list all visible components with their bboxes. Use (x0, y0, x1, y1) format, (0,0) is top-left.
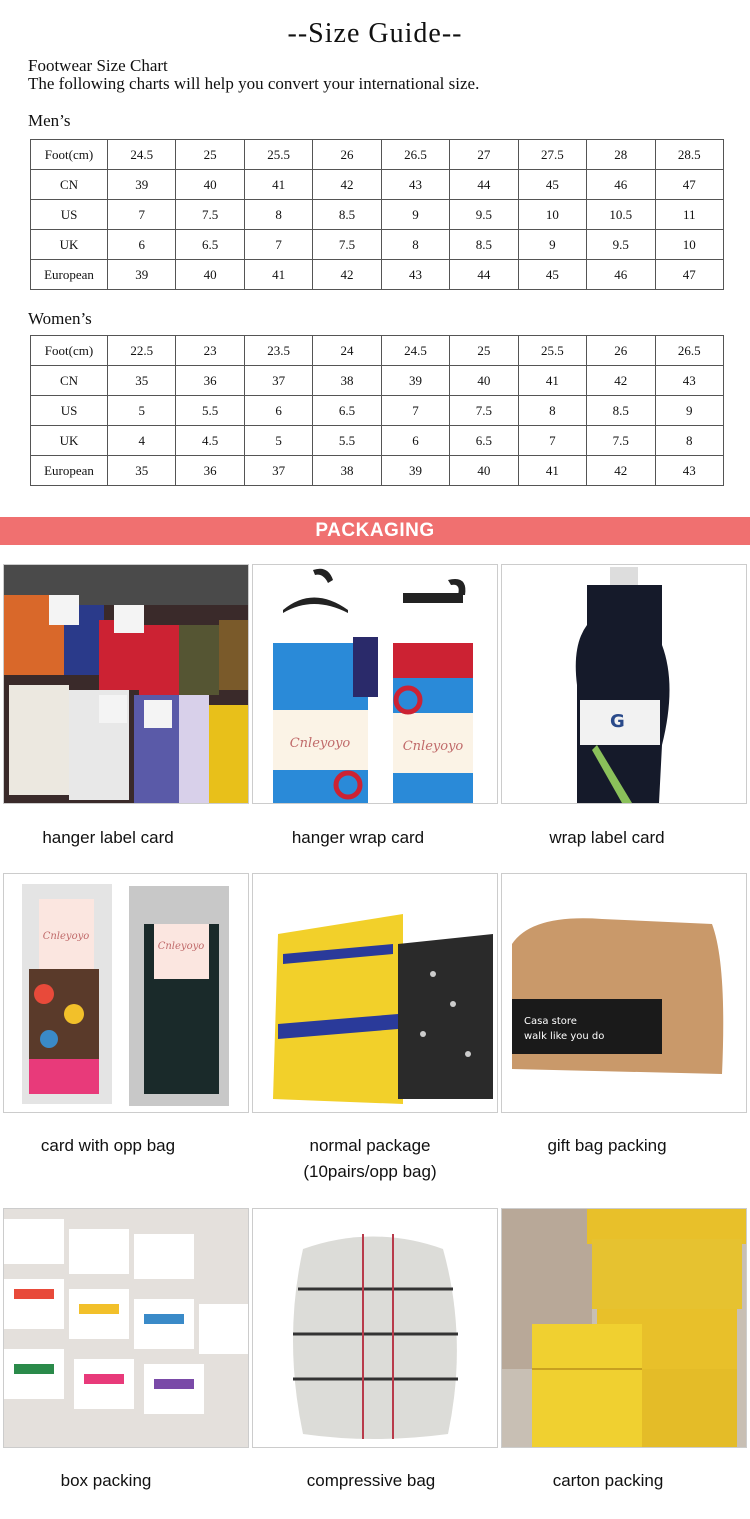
mens-cell: 47 (655, 170, 724, 200)
chart-subtitle: Footwear Size Chart (28, 56, 168, 75)
mens-cell: 10 (518, 200, 586, 230)
womens-row-header: European (31, 456, 108, 486)
womens-cell: 40 (450, 366, 518, 396)
mens-cell: 46 (587, 260, 655, 290)
womens-row-header: UK (31, 426, 108, 456)
womens-row (31, 366, 724, 396)
womens-cell: 9 (655, 396, 724, 426)
womens-cell: 4 (108, 426, 176, 456)
womens-cell: 6 (244, 396, 312, 426)
mens-cell: 45 (518, 260, 586, 290)
caption-box-packing: box packing (60, 1471, 152, 1490)
womens-cell: 6.5 (450, 426, 518, 456)
mens-cell: 10 (655, 230, 724, 260)
packaging-banner: PACKAGING (0, 517, 750, 545)
womens-cell: 42 (587, 366, 655, 396)
womens-cell: 22.5 (108, 336, 176, 366)
svg-text:Cnleyoyo: Cnleyoyo (157, 941, 205, 952)
mens-cell: 6.5 (176, 230, 244, 260)
womens-cell: 24.5 (381, 336, 449, 366)
mens-cell: 44 (450, 170, 518, 200)
mens-cell: 44 (450, 260, 518, 290)
mens-cell: 7.5 (176, 200, 244, 230)
womens-cell: 5.5 (176, 396, 244, 426)
womens-row-header: CN (31, 366, 108, 396)
chart-description: The following charts will help you convert your international size. (28, 74, 480, 93)
carton-packing-photo (501, 1208, 747, 1448)
womens-cell: 24 (313, 336, 381, 366)
mens-row (31, 140, 724, 170)
mens-row-header: CN (31, 170, 108, 200)
womens-row-header: Foot(cm) (31, 336, 108, 366)
womens-row (31, 336, 724, 366)
mens-row-header: European (31, 260, 108, 290)
mens-cell: 8.5 (450, 230, 518, 260)
womens-row (31, 456, 724, 486)
womens-cell: 7.5 (587, 426, 655, 456)
womens-cell: 41 (518, 366, 586, 396)
womens-cell: 37 (244, 366, 312, 396)
mens-row (31, 170, 724, 200)
mens-cell: 7 (244, 230, 312, 260)
mens-cell: 41 (244, 260, 312, 290)
mens-cell: 26.5 (381, 140, 449, 170)
hanger-label-card-photo (3, 564, 249, 804)
mens-cell: 9.5 (587, 230, 655, 260)
womens-cell: 43 (655, 366, 724, 396)
mens-cell: 9.5 (450, 200, 518, 230)
hanger-wrap-card-photo (252, 564, 498, 804)
mens-cell: 6 (108, 230, 176, 260)
mens-cell: 7 (108, 200, 176, 230)
mens-cell: 28.5 (655, 140, 724, 170)
mens-cell: 40 (176, 170, 244, 200)
caption-normal-package-line2: (10pairs/opp bag) (303, 1162, 437, 1181)
womens-cell: 38 (313, 456, 381, 486)
normal-package-photo (252, 873, 498, 1113)
womens-cell: 43 (655, 456, 724, 486)
mens-cell: 25.5 (244, 140, 312, 170)
mens-cell: 43 (381, 260, 449, 290)
womens-size-table (30, 335, 724, 486)
caption-compressive-bag: compressive bag (306, 1471, 436, 1490)
mens-cell: 47 (655, 260, 724, 290)
womens-cell: 7 (381, 396, 449, 426)
mens-cell: 39 (108, 260, 176, 290)
womens-label: Women’s (28, 309, 92, 328)
caption-card-with-opp-bag: card with opp bag (40, 1136, 176, 1155)
womens-cell: 5.5 (313, 426, 381, 456)
womens-cell: 35 (108, 366, 176, 396)
mens-cell: 42 (313, 170, 381, 200)
womens-cell: 25 (450, 336, 518, 366)
caption-hanger-wrap-card: hanger wrap card (291, 828, 425, 847)
mens-cell: 8.5 (313, 200, 381, 230)
caption-hanger-label-card: hanger label card (42, 828, 174, 847)
womens-cell: 25.5 (518, 336, 586, 366)
mens-cell: 8 (381, 230, 449, 260)
mens-cell: 40 (176, 260, 244, 290)
womens-row-header: US (31, 396, 108, 426)
mens-cell: 26 (313, 140, 381, 170)
womens-cell: 38 (313, 366, 381, 396)
mens-cell: 9 (518, 230, 586, 260)
caption-normal-package (245, 1133, 495, 1185)
womens-cell: 8 (655, 426, 724, 456)
womens-cell: 7.5 (450, 396, 518, 426)
svg-text:Cnleyoyo: Cnleyoyo (289, 736, 351, 751)
svg-text:G: G (610, 711, 625, 732)
womens-cell: 26.5 (655, 336, 724, 366)
caption-carton-packing: carton packing (552, 1471, 664, 1490)
womens-cell: 39 (381, 366, 449, 396)
mens-cell: 42 (313, 260, 381, 290)
mens-cell: 45 (518, 170, 586, 200)
mens-row-header: Foot(cm) (31, 140, 108, 170)
wrap-label-card-photo (501, 564, 747, 804)
womens-cell: 6.5 (313, 396, 381, 426)
womens-cell: 23 (176, 336, 244, 366)
womens-cell: 5 (108, 396, 176, 426)
mens-label: Men’s (28, 111, 71, 130)
womens-cell: 26 (587, 336, 655, 366)
womens-cell: 41 (518, 456, 586, 486)
womens-cell: 4.5 (176, 426, 244, 456)
mens-cell: 41 (244, 170, 312, 200)
womens-cell: 39 (381, 456, 449, 486)
svg-text:walk like you do: walk like you do (524, 1031, 605, 1042)
svg-text:Cnleyoyo: Cnleyoyo (402, 739, 464, 754)
mens-cell: 7.5 (313, 230, 381, 260)
womens-cell: 23.5 (244, 336, 312, 366)
womens-cell: 5 (244, 426, 312, 456)
womens-cell: 35 (108, 456, 176, 486)
mens-cell: 39 (108, 170, 176, 200)
card-with-opp-bag-photo (3, 873, 249, 1113)
mens-cell: 8 (244, 200, 312, 230)
mens-cell: 27 (450, 140, 518, 170)
mens-size-table (30, 139, 724, 290)
womens-cell: 6 (381, 426, 449, 456)
svg-text:Cnleyoyo: Cnleyoyo (42, 931, 90, 942)
svg-text:Casa store: Casa store (524, 1016, 577, 1027)
mens-row (31, 200, 724, 230)
mens-row (31, 230, 724, 260)
mens-row-header: US (31, 200, 108, 230)
mens-cell: 43 (381, 170, 449, 200)
womens-cell: 8 (518, 396, 586, 426)
mens-cell: 27.5 (518, 140, 586, 170)
womens-cell: 8.5 (587, 396, 655, 426)
mens-cell: 10.5 (587, 200, 655, 230)
page-title: --Size Guide-- (287, 18, 463, 49)
compressive-bag-photo (252, 1208, 498, 1448)
womens-row (31, 426, 724, 456)
mens-row-header: UK (31, 230, 108, 260)
mens-cell: 25 (176, 140, 244, 170)
mens-cell: 24.5 (108, 140, 176, 170)
intro-text (28, 57, 479, 93)
womens-cell: 7 (518, 426, 586, 456)
mens-row (31, 260, 724, 290)
womens-cell: 37 (244, 456, 312, 486)
caption-wrap-label-card: wrap label card (549, 828, 665, 847)
caption-gift-bag-packing: gift bag packing (547, 1136, 667, 1155)
womens-cell: 36 (176, 456, 244, 486)
box-packing-photo (3, 1208, 249, 1448)
mens-cell: 11 (655, 200, 724, 230)
womens-cell: 42 (587, 456, 655, 486)
mens-cell: 46 (587, 170, 655, 200)
mens-cell: 28 (587, 140, 655, 170)
gift-bag-packing-photo (501, 873, 747, 1113)
caption-normal-package-line1: normal package (309, 1136, 431, 1155)
womens-cell: 40 (450, 456, 518, 486)
womens-cell: 36 (176, 366, 244, 396)
mens-cell: 9 (381, 200, 449, 230)
womens-row (31, 396, 724, 426)
